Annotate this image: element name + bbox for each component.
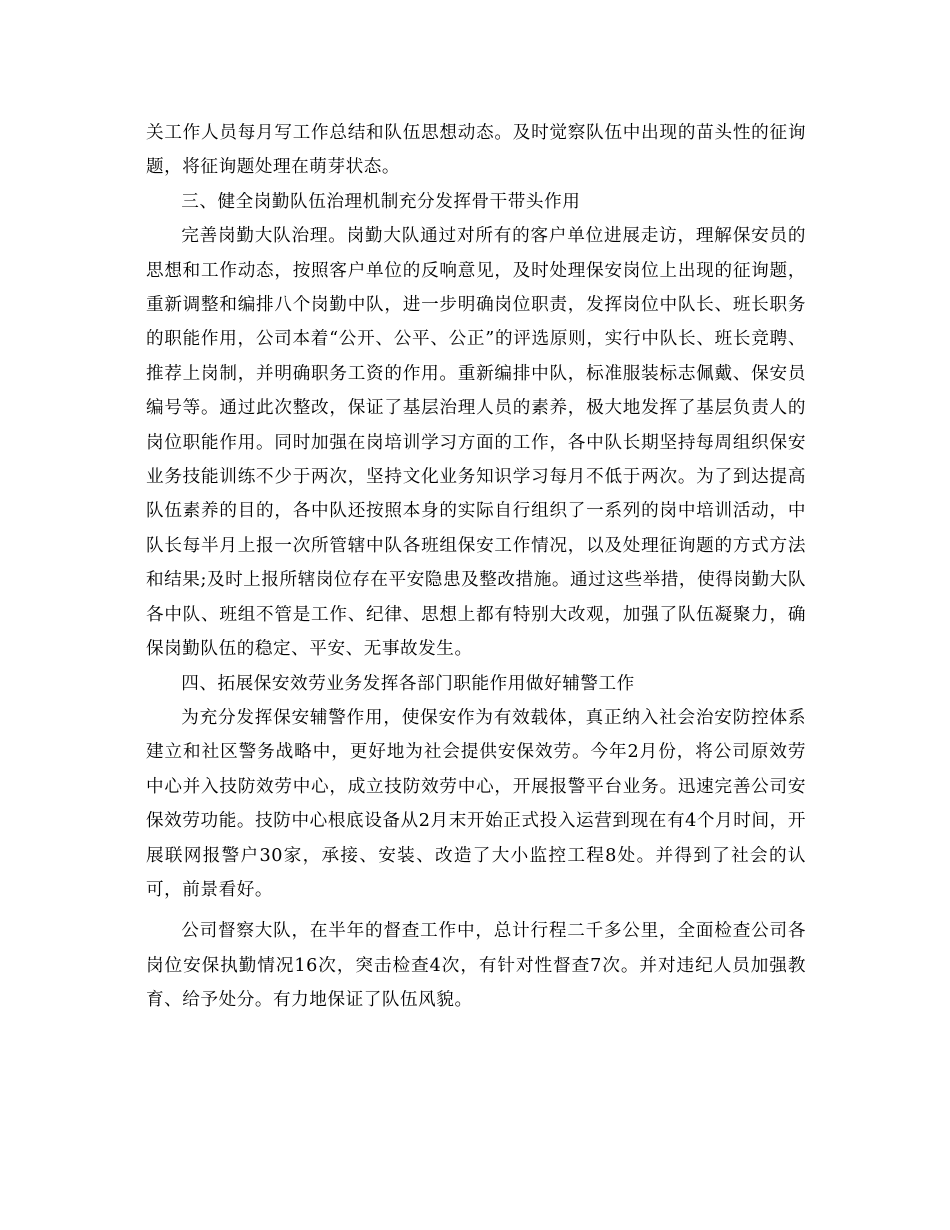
- paragraph-inspection-team: 公司督察大队，在半年的督查工作中，总计行程二千多公里，全面检查公司各岗位安保执勤情况16次，突击检查4次，有针对性督查7次。并对违纪人员加强教育、给予处分。有力地保证了队伍风貌。: [146, 921, 806, 1011]
- section-heading-three: 三、健全岗勤队伍治理机制充分发挥骨干带头作用: [181, 191, 581, 212]
- paragraph-continuation: 关工作人员每月写工作总结和队伍思想动态。及时觉察队伍中出现的苗头性的征询题，将征询题处理在萌芽状态。: [146, 123, 806, 178]
- document-body: [146, 116, 806, 1018]
- section-heading-four: 四、拓展保安效劳业务发挥各部门职能作用做好辅警工作: [181, 673, 635, 694]
- paragraph-post-management: 完善岗勤大队治理。岗勤大队通过对所有的客户单位进展走访，理解保安员的思想和工作动态，按照客户单位的反响意见，及时处理保安岗位上出现的征询题，重新调整和编排八个岗勤中队，进一步明确岗位职责，发挥岗位中队长、班长职务的职能作用，公司本着“公开、公平、公正”的评选原则，实行中队长、班长竞聘、推荐上岗制，并明确职务工资的作用。重新编排中队，标准服装标志佩戴、保安员编号等。通过此次整改，保证了基层治理人员的素养，极大地发挥了基层负责人的岗位职能作用。同时加强在岗培训学习方面的工作，各中队长期坚持每周组织保安业务技能训练不少于两次，坚持文化业务知识学习每月不低于两次。为了到达提高队伍素养的目的，各中队还按照本身的实际自行组织了一系列的岗中培训活动，中队长每半月上报一次所管辖中队各班组保安工作情况，以及处理征询题的方式方法和结果;及时上报所辖岗位存在平安隐患及整改措施。通过这些举措，使得岗勤大队各中队、班组不管是工作、纪律、思想上都有特别大改观，加强了队伍凝聚力，确保岗勤队伍的稳定、平安、无事故发生。: [146, 226, 806, 660]
- paragraph-auxiliary-police: 为充分发挥保安辅警作用，使保安作为有效载体，真正纳入社会治安防控体系建立和社区警务战略中，更好地为社会提供安保效劳。今年2月份，将公司原效劳中心并入技防效劳中心，成立技防效劳中心，开展报警平台业务。迅速完善公司安保效劳功能。技防中心根底设备从2月末开始正式投入运营到现在有4个月时间，开展联网报警户30家，承接、安装、改造了大小监控工程8处。并得到了社会的认可，前景看好。: [146, 707, 806, 900]
